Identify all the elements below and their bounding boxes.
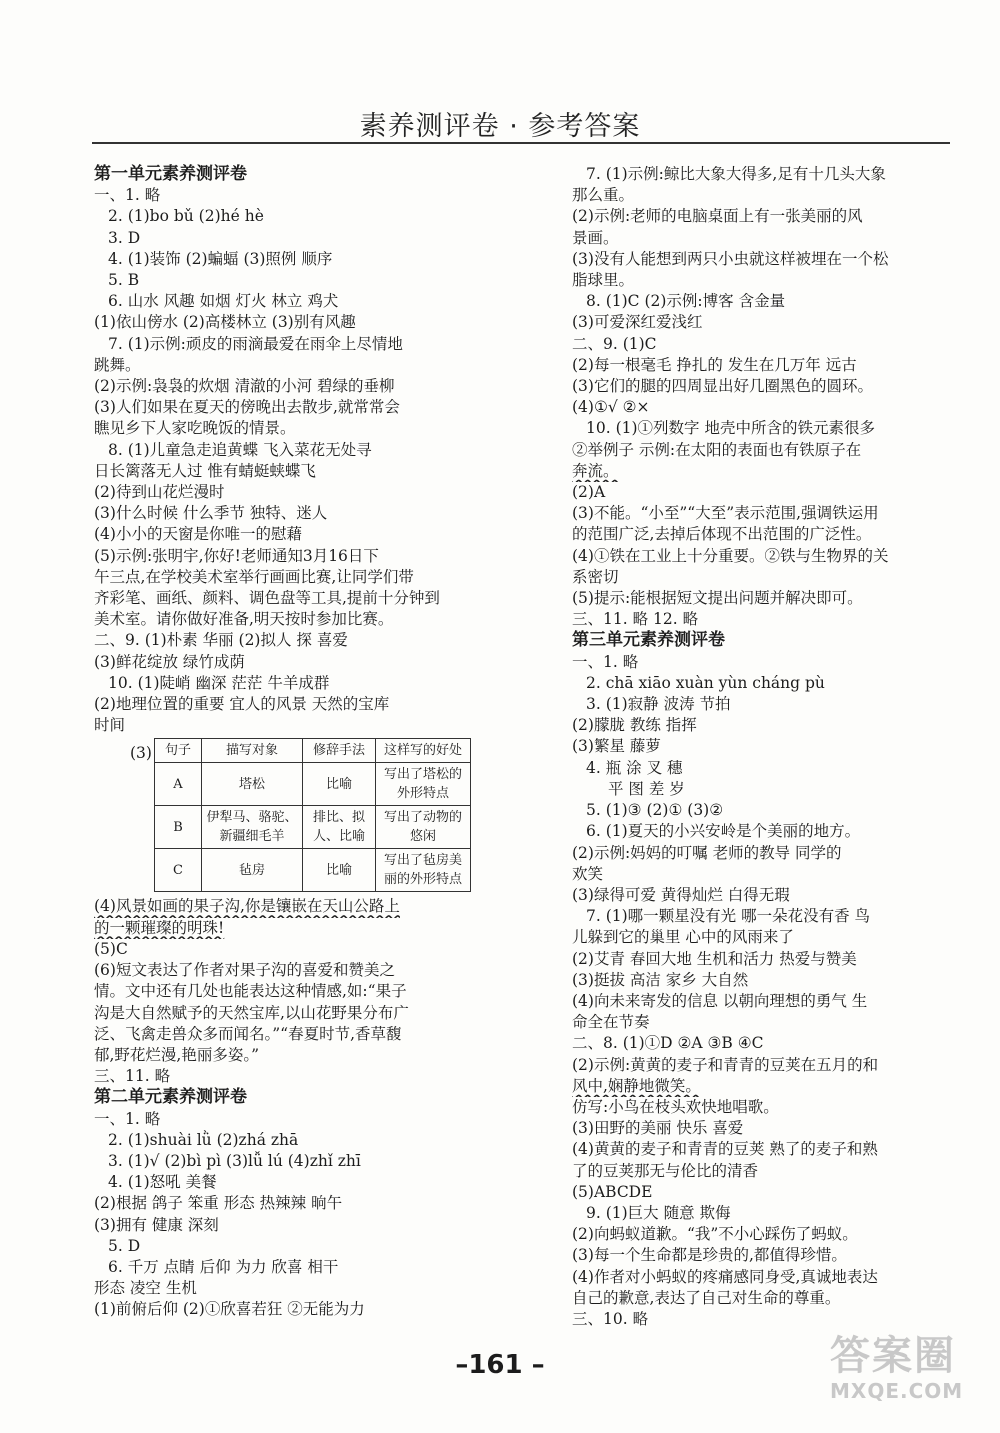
answer-line: (3)绿得可爱 黄得灿烂 白得无瑕 xyxy=(572,885,790,904)
answer-line: 2. chā xiāo xuàn yùn cháng pù xyxy=(586,673,825,692)
table-cell: C xyxy=(155,849,202,892)
table-row xyxy=(155,849,471,892)
answer-line: 午三点,在学校美术室举行画画比赛,让同学们带 xyxy=(94,567,414,586)
answer-line: 平 图 差 岁 xyxy=(608,779,685,798)
answer-line: (5)示例:张明宇,你好!老师通知3月16日下 xyxy=(94,546,379,565)
answer-line: (2)根据 鸽子 笨重 形态 热辣辣 晌午 xyxy=(94,1194,343,1213)
answer-line: 6. 千万 点睛 后仰 为力 欣喜 相干 xyxy=(108,1257,339,1276)
answer-line: 脂球里。 xyxy=(572,271,635,290)
answer-line: 3. (1)√ (2)bì pì (3)lǚ lú (4)zhǐ zhī xyxy=(108,1151,361,1170)
table-cell: A xyxy=(155,763,202,806)
answer-line: 风中,娴静地微笑。 xyxy=(572,1076,701,1095)
answer-line: (3)人们如果在夏天的傍晚出去散步,就常常会 xyxy=(94,398,400,417)
table-cell: 伊犁马、骆驼、新疆细毛羊 xyxy=(202,806,303,849)
table-header: 修辞手法 xyxy=(303,739,376,763)
answer-line: (3)可爱深红爱浅红 xyxy=(572,313,703,332)
answer-line: 奔流。 xyxy=(572,461,619,480)
answer-line: 命全在节奏 xyxy=(572,1013,650,1032)
section-heading: 第一单元素养测评卷 xyxy=(94,164,247,184)
answer-line: 情。文中还有几处也能表达这种情感,如:“果子 xyxy=(94,982,407,1001)
answer-line: (4)风景如画的果子沟,你是镶嵌在天山公路上 xyxy=(94,897,400,916)
table-row xyxy=(155,806,471,849)
answer-line: 4. (1)装饰 (2)蝙蝠 (3)照例 顺序 xyxy=(108,249,333,268)
answer-line: (5)提示:能根据短文提出问题并解决即可。 xyxy=(572,589,863,608)
answer-line: 4. 瓶 涂 叉 穗 xyxy=(586,758,683,777)
answer-line: (2)地理位置的重要 宜人的风景 天然的宝库 xyxy=(94,695,390,714)
answer-line: 了的豆荚那无与伦比的清香 xyxy=(572,1161,759,1180)
answer-line: (5)ABCDE xyxy=(572,1182,653,1201)
table-cell: 写出了毡房美丽的外形特点 xyxy=(376,849,471,892)
answer-line: 二、8. (1)①D ②A ③B ④C xyxy=(572,1034,764,1053)
answer-line: (1)依山傍水 (2)高楼林立 (3)别有风趣 xyxy=(94,313,356,332)
answer-line: 仿写:小鸟在枝头欢快地唱歌。 xyxy=(572,1097,779,1116)
answer-line: (3)没有人能想到两只小虫就这样被埋在一个松 xyxy=(572,249,889,268)
answer-line: (2)示例:袅袅的炊烟 清澈的小河 碧绿的垂柳 xyxy=(94,377,395,396)
watermark-url: MXQE.COM xyxy=(830,1379,964,1403)
left-lines-top xyxy=(94,164,540,736)
title-rule xyxy=(92,142,950,144)
answer-line: (4)①铁在工业上十分重要。②铁与生物界的关 xyxy=(572,546,889,565)
answer-line: (3)挺拔 高洁 家乡 大自然 xyxy=(572,970,749,989)
table-cell: B xyxy=(155,806,202,849)
answer-line: (3)繁星 藤萝 xyxy=(572,737,661,756)
answer-line: 二、9. (1)朴素 华丽 (2)拟人 探 喜爱 xyxy=(94,631,348,650)
answer-line: 时间 xyxy=(94,716,126,735)
answer-line: (2)向蚂蚁道歉。“我”不小心踩伤了蚂蚁。 xyxy=(572,1225,858,1244)
answer-line: 跳舞。 xyxy=(94,355,141,374)
right-lines xyxy=(572,164,958,1330)
table-header-row xyxy=(155,739,471,763)
answer-line: 10. (1)①列数字 地壳中所含的铁元素很多 xyxy=(586,419,875,438)
answer-line: 自己的歉意,表达了自己对生命的尊重。 xyxy=(572,1288,841,1307)
answer-line: 3. (1)寂静 波涛 节拍 xyxy=(586,695,731,714)
answer-line: (2)每一根毫毛 挣扎的 发生在几万年 远古 xyxy=(572,355,857,374)
watermark-text: 答案圈 xyxy=(830,1333,956,1379)
answer-line: 一、1. 略 xyxy=(94,186,161,205)
answer-line: (2)朦胧 教练 指挥 xyxy=(572,716,697,735)
answer-line: 9. (1)巨大 随意 欺侮 xyxy=(586,1203,731,1222)
answer-line: 10. (1)陡峭 幽深 茫茫 牛羊成群 xyxy=(108,673,330,692)
answer-line: (3)什么时候 什么季节 独特、迷人 xyxy=(94,504,328,523)
page-number: –161 – xyxy=(455,1350,545,1380)
answer-line: 日长篱落无人过 惟有蜻蜓蛱蝶飞 xyxy=(94,461,316,480)
answer-line: 2. (1)bo bǔ (2)hé hè xyxy=(108,207,264,226)
answer-table xyxy=(154,738,471,892)
table-cell: 排比、拟人、比喻 xyxy=(303,806,376,849)
answer-line: 美术室。请你做好准备,明天按时参加比赛。 xyxy=(94,610,394,629)
table-row xyxy=(155,763,471,806)
answer-line: 形态 凌空 生机 xyxy=(94,1279,197,1298)
answer-line: 景画。 xyxy=(572,228,619,247)
answer-line: 7. (1)示例:鲸比大象大得多,足有十几头大象 xyxy=(586,165,886,183)
table-cell: 写出了动物的悠闲 xyxy=(376,806,471,849)
answer-line: (2)艾青 春回大地 生机和活力 热爱与赞美 xyxy=(572,949,857,968)
answer-line: 4. (1)怒吼 美餐 xyxy=(108,1173,217,1192)
answer-line: (2)示例:妈妈的叮嘱 老师的教导 同学的 xyxy=(572,843,842,862)
answer-line: 三、10. 略 xyxy=(572,1309,649,1328)
left-column xyxy=(94,164,540,1321)
section-heading: 第三单元素养测评卷 xyxy=(572,630,725,651)
table-cell: 毡房 xyxy=(202,849,303,892)
answer-line: (4)小小的天窗是你唯一的慰藉 xyxy=(94,525,302,544)
answer-line: 那么重。 xyxy=(572,186,635,205)
answer-line: (5)C xyxy=(94,939,128,958)
answer-line: 齐彩笔、画纸、颜料、调色盘等工具,提前十分钟到 xyxy=(94,589,440,608)
answer-line: 5. B xyxy=(108,271,140,290)
answer-line: (2)示例:老师的电脑桌面上有一张美丽的风 xyxy=(572,207,863,226)
answer-line: (2)待到山花烂漫时 xyxy=(94,483,225,502)
answer-line: 瞧见乡下人家吃晚饭的情景。 xyxy=(94,419,296,438)
answer-line: ②举例子 示例:在太阳的表面也有铁原子在 xyxy=(572,440,862,459)
table-header: 句子 xyxy=(155,739,202,763)
answer-line: (3)田野的美丽 快乐 喜爱 xyxy=(572,1119,744,1138)
answer-line: 一、1. 略 xyxy=(94,1109,161,1128)
answer-table-block xyxy=(94,738,540,892)
page-title: 素养测评卷 · 参考答案 xyxy=(359,111,641,142)
answer-line: 沟是大自然赋予的天然宝库,以山花野果分布广 xyxy=(94,1003,409,1022)
answer-line: 的一颗璀璨的明珠! xyxy=(94,918,225,937)
answer-line: 7. (1)哪一颗星没有光 哪一朵花没有香 鸟 xyxy=(586,907,871,926)
answer-line: 2. (1)shuài lǜ (2)zhá zhā xyxy=(108,1130,299,1149)
section-heading: 第二单元素养测评卷 xyxy=(94,1087,247,1108)
answer-line: (4)①√ ②× xyxy=(572,398,650,417)
answer-line: (3)拥有 健康 深刻 xyxy=(94,1215,219,1234)
answer-line: 一、1. 略 xyxy=(572,652,639,671)
answer-line: 欢笑 xyxy=(572,864,604,883)
answer-line: 三、11. 略 12. 略 xyxy=(572,610,699,629)
answer-line: (4)黄黄的麦子和青青的豆荚 熟了的麦子和熟 xyxy=(572,1140,878,1159)
answer-line: (3)它们的腿的四周显出好几圈黑色的圆环。 xyxy=(572,377,873,396)
answer-line: 泛、飞禽走兽众多而闻名。”“春夏时节,香草馥 xyxy=(94,1024,402,1043)
answer-line: 二、9. (1)C xyxy=(572,334,657,353)
answer-line: (3)不能。“小至”“大至”表示范围,强调铁运用 xyxy=(572,504,879,523)
table-cell: 比喻 xyxy=(303,763,376,806)
left-lines-bottom xyxy=(94,896,540,1320)
answer-line: (3)鲜花绽放 绿竹成荫 xyxy=(94,652,245,671)
answer-line: 8. (1)儿童急走追黄蝶 飞入菜花无处寻 xyxy=(108,440,372,459)
answer-line: 系密切 xyxy=(572,567,619,586)
table-header: 这样写的好处 xyxy=(376,739,471,763)
table-header: 描写对象 xyxy=(202,739,303,763)
answer-line: 6. (1)夏天的小兴安岭是个美丽的地方。 xyxy=(586,822,861,841)
table-cell: 比喻 xyxy=(303,849,376,892)
answer-line: 3. D xyxy=(108,228,141,247)
answer-line: 郁,野花烂漫,艳丽多姿。” xyxy=(94,1045,260,1064)
answer-line: 儿躲到它的巢里 心中的风雨来了 xyxy=(572,928,794,947)
answer-line: (3)每一个生命都是珍贵的,都值得珍惜。 xyxy=(572,1246,847,1265)
answer-line: (4)向未来寄发的信息 以朝向理想的勇气 生 xyxy=(572,991,868,1010)
table-cell: 塔松 xyxy=(202,763,303,806)
answer-line: (2)示例:黄黄的麦子和青青的豆荚在五月的和 xyxy=(572,1055,879,1074)
answer-line: (4)作者对小蚂蚁的疼痛感同身受,真诚地表达 xyxy=(572,1267,878,1286)
answer-line: 6. 山水 风趣 如烟 灯火 林立 鸡犬 xyxy=(108,292,339,311)
answer-line: 8. (1)C (2)示例:博客 含金量 xyxy=(586,292,786,311)
answer-line: 5. (1)③ (2)① (3)② xyxy=(586,801,724,820)
watermark-logo xyxy=(830,1333,980,1423)
right-column xyxy=(572,164,958,1330)
answer-line: 5. D xyxy=(108,1236,141,1255)
answer-line: 7. (1)示例:顽皮的雨滴最爱在雨伞上尽情地 xyxy=(108,334,403,353)
answer-line: (2)A xyxy=(572,483,606,502)
answer-line: (6)短文表达了作者对果子沟的喜爱和赞美之 xyxy=(94,961,395,980)
table-label: (3) xyxy=(130,744,152,763)
answer-line: 的范围广泛,去掉后体现不出范围的广泛性。 xyxy=(572,525,872,544)
table-cell: 写出了塔松的外形特点 xyxy=(376,763,471,806)
answer-line: 三、11. 略 xyxy=(94,1067,171,1086)
answer-line: (1)前俯后仰 (2)①欣喜若狂 ②无能为力 xyxy=(94,1300,365,1319)
